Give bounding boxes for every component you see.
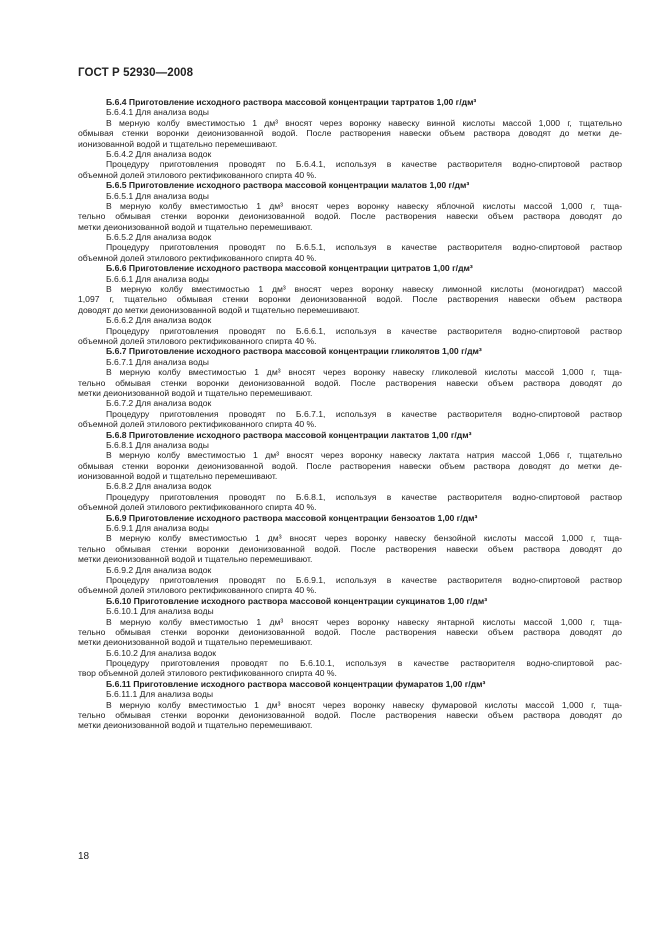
subsection-label: Б.6.10.2 Для анализа водок xyxy=(106,647,217,658)
paragraph-line: объемной долей этилового ректификованного спирта 40 %. xyxy=(78,502,317,513)
paragraph-line: метки деионизованной водой и тщательно перемешивают. xyxy=(78,637,313,648)
paragraph-line: обмывая стенки воронки деионизованной водой. После растворения навески объем раствора доводят до метки де- xyxy=(78,128,622,139)
subsection-label: Б.6.7.2 Для анализа водок xyxy=(106,398,212,409)
paragraph-line: Процедуру приготовления проводят по Б.6.5.1, используя в качестве растворителя водно-спиртовой раствор xyxy=(106,242,622,253)
subsection-label: Б.6.9.2 Для анализа водок xyxy=(106,564,212,575)
paragraph-line: В мерную колбу вместимостью 1 дм³ вносят через воронку навеску фумаровой кислоты массой 1,000 г, тща- xyxy=(106,699,622,710)
paragraph-line: тельно обмывая стенки воронки деионизованной водой. После растворения навески объем раствора доводят до xyxy=(78,626,622,637)
paragraph-line: Процедуру приготовления проводят по Б.6.9.1, используя в качестве растворителя водно-спиртовой раствор xyxy=(106,574,622,585)
paragraph-line: В мерную колбу вместимостью 1 дм³ вносят через воронку навеску гликолевой кислоты массой 1,000 г, тща- xyxy=(106,367,622,378)
subsection-label: Б.6.6.1 Для анализа воды xyxy=(106,273,209,284)
paragraph-line: метки деионизованной водой и тщательно перемешивают. xyxy=(78,720,313,731)
paragraph-line: метки деионизованной водой и тщательно перемешивают. xyxy=(78,221,313,232)
section-heading: Б.6.8 Приготовление исходного раствора массовой концентрации лактатов 1,00 г/дм³ xyxy=(106,429,472,440)
paragraph-line: Процедуру приготовления проводят по Б.6.8.1, используя в качестве растворителя водно-спиртовой раствор xyxy=(106,491,622,502)
paragraph-line: объемной долей этилового ректификованного спирта 40 %. xyxy=(78,252,317,263)
paragraph-line: объемной долей этилового ректификованного спирта 40 %. xyxy=(78,335,317,346)
paragraph-line: Процедуру приготовления проводят по Б.6.6.1, используя в качестве растворителя водно-спиртовой раствор xyxy=(106,325,622,336)
paragraph-line: доводят до метки деионизованной водой и тщательно перемешивают. xyxy=(78,304,360,315)
subsection-label: Б.6.10.1 Для анализа воды xyxy=(106,606,214,617)
paragraph-line: объемной долей этилового ректификованного спирта 40 %. xyxy=(78,169,317,180)
paragraph-line: Процедуру приготовления проводят по Б.6.10.1, используя в качестве растворителя водно-спиртовой рас- xyxy=(106,658,622,669)
section-heading: Б.6.11 Приготовление исходного раствора массовой концентрации фумаратов 1,00 г/дм³ xyxy=(106,678,486,689)
page-header: ГОСТ Р 52930—2008 xyxy=(78,67,194,79)
subsection-label: Б.6.4.2 Для анализа водок xyxy=(106,148,212,159)
paragraph-line: тельно обмывая стенки воронки деионизованной водой. После растворения навески объем раствора доводят до xyxy=(78,211,622,222)
page-number: 18 xyxy=(78,851,90,862)
paragraph-line: ионизованной водой и тщательно перемешивают. xyxy=(78,138,278,149)
subsection-label: Б.6.8.2 Для анализа водок xyxy=(106,481,212,492)
subsection-label: Б.6.7.1 Для анализа воды xyxy=(106,356,209,367)
paragraph-line: В мерную колбу вместимостью 1 дм³ вносят через воронку навеску лимонной кислоты (моногидрат) массой xyxy=(106,284,622,295)
paragraph-line: 1,097 г, тщательно обмывая стенки воронки деионизованной водой. После растворения навески объем раствора xyxy=(78,294,622,305)
paragraph-line: Процедуру приготовления проводят по Б.6.4.1, используя в качестве растворителя водно-спиртовой раствор xyxy=(106,159,622,170)
paragraph-line: В мерную колбу вместимостью 1 дм³ вносят через воронку навеску лактата натрия массой 1,066 г, тщательно xyxy=(106,450,622,461)
section-heading: Б.6.10 Приготовление исходного раствора массовой концентрации сукцинатов 1,00 г/дм³ xyxy=(106,595,488,606)
section-heading: Б.6.9 Приготовление исходного раствора массовой концентрации бензоатов 1,00 г/дм³ xyxy=(106,512,478,523)
paragraph-line: В мерную колбу вместимостью 1 дм³ вносят через воронку навеску бензойной кислоты массой 1,000 г, тща- xyxy=(106,533,622,544)
paragraph-line: твор объемной долей этилового ректификованного спирта 40 %. xyxy=(78,668,337,679)
paragraph-line: тельно обмывая стенки воронки деионизованной водой. После растворения навески объем раствора доводят до xyxy=(78,710,622,721)
paragraph-line: В мерную колбу вместимостью 1 дм³ вносят через воронку навеску винной кислоты массой 1,000 г, тщательно xyxy=(106,117,622,128)
paragraph-line: обмывая стенки воронки деионизованной водой. После растворения навески объем раствора доводят до метки де- xyxy=(78,460,622,471)
subsection-label: Б.6.9.1 Для анализа воды xyxy=(106,523,209,534)
subsection-label: Б.6.8.1 Для анализа воды xyxy=(106,439,209,450)
subsection-label: Б.6.5.2 Для анализа водок xyxy=(106,232,212,243)
paragraph-line: тельно обмывая стенки воронки деионизованной водой. После растворения навески объем раствора доводят до xyxy=(78,543,622,554)
paragraph-line: ионизованной водой и тщательно перемешивают. xyxy=(78,471,278,482)
paragraph-line: В мерную колбу вместимостью 1 дм³ вносят через воронку навеску янтарной кислоты массой 1,000 г, тща- xyxy=(106,616,622,627)
paragraph-line: метки деионизованной водой и тщательно перемешивают. xyxy=(78,554,313,565)
section-heading: Б.6.4 Приготовление исходного раствора массовой концентрации тартратов 1,00 г/дм³ xyxy=(106,97,477,107)
section-heading: Б.6.5 Приготовление исходного раствора массовой концентрации малатов 1,00 г/дм³ xyxy=(106,180,470,191)
paragraph-line: тельно обмывая стенки воронки деионизованной водой. После растворения навески объем раствора доводят до xyxy=(78,377,622,388)
section-heading: Б.6.7 Приготовление исходного раствора массовой концентрации гликолятов 1,00 г/дм³ xyxy=(106,346,482,357)
paragraph-line: Процедуру приготовления проводят по Б.6.7.1, используя в качестве растворителя водно-спиртовой раствор xyxy=(106,408,622,419)
document-body xyxy=(78,97,622,731)
paragraph-line: В мерную колбу вместимостью 1 дм³ вносят через воронку навеску яблочной кислоты массой 1,000 г, тща- xyxy=(106,200,622,211)
paragraph-line: объемной долей этилового ректификованного спирта 40 %. xyxy=(78,585,317,596)
paragraph-line: объемной долей этилового ректификованного спирта 40 %. xyxy=(78,419,317,430)
subsection-label: Б.6.6.2 Для анализа водок xyxy=(106,315,212,326)
subsection-label: Б.6.11.1 Для анализа воды xyxy=(106,689,214,700)
paragraph-line: метки деионизованной водой и тщательно перемешивают. xyxy=(78,387,313,398)
subsection-label: Б.6.5.1 Для анализа воды xyxy=(106,190,209,201)
section-heading: Б.6.6 Приготовление исходного раствора массовой концентрации цитратов 1,00 г/дм³ xyxy=(106,263,473,274)
subsection-label: Б.6.4.1 Для анализа воды xyxy=(106,107,209,118)
